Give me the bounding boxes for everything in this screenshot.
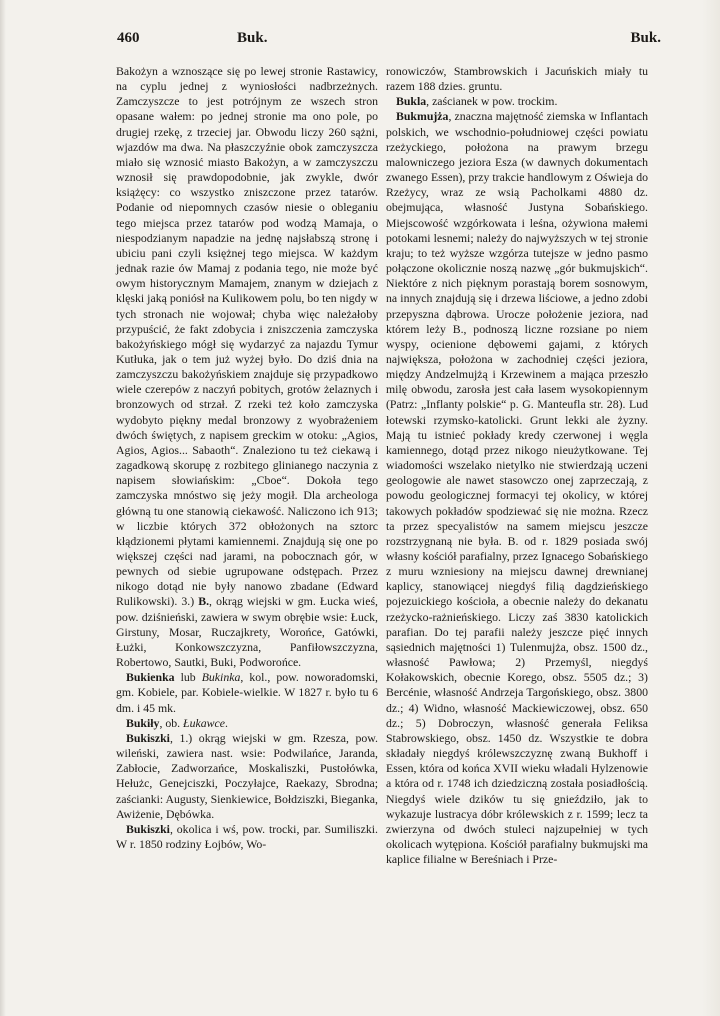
entry-text: Bakożyn a wznoszące się po lewej stronie Rastawicy, na cyplu jednej z wyniosłości nadbrzeżnych. Zamczyszcze to jest potrójnym ze wszech stron opasane wałem: po jednej stronie ma ono pole, po drugiej rzekę, z trzeciej jar. Obwodu liczy 260 sążni, wjazdów ma dwa. Na płaszczyźnie obok zamczyszcza miało się wznosić miasto Bakożyn, a w zamczyszczu wznosił się prawdopodobnie, jak zwykle, dwór książęcy: co wszystko zniszczone przez tatarów. Podanie od niepomnych czasów niesie o obleganiu tego miejsca przez tatarów pod wodzą Mamaja, o niespodzianym napadzie na jednę najsłabszą stronę i ubiciu pani czyli księżnej tego miejsca. W każdym jednak razie ów Mamaj z podania tego, nie może być owym historycznym Mamajem, znanym w dziejach z klęski jaką poniósł na Kulikowem polu, bo ten nigdy w tych stronach nie wojował; chyba więc należałoby przypuścić, że fakt zdobycia i zniszczenia zamczyska bakożyńskiego mógł się wydarzyć za najazdu Tymur Kutłuka, jak o tem już wyżej było. Do dziś dnia na zamczyszczu bakożyńskiem znajduje się przypadkowo wiele czerepów z naczyń pobitych, grotów żelaznych i bronzowych od strzał. Z rzeki też koło zamczyska wydobyto piękny medal bronzowy z wyobrażeniem dwóch świętych, z napisem greckim w otoku: „Agios, Agios, Agios... Sabaoth“. Znaleziono tu też ciekawą i zagadkową skorupę z rozbitego glinianego naczynia z napisem słowiańskim: „Cboe“. Dokoła tego zamczyska mnóstwo się jeży mogił. Dla archeologa główną tu one stanowią ciekawość. Naliczono ich 913; w liczbie których 372 obłożonych na sztorc kłądzionemi płytami kamiennemi. Znajdują się one po większej części nad jarami, na pobocznach gór, w pewnych od siebie ugrupowane odstępach. Przez nikogo dotąd nie były nanowo zbadane (Edward Rulikowski). 3.): [116, 64, 378, 609]
left-column: [116, 64, 378, 852]
headword: Bukienka: [126, 670, 175, 685]
dictionary-entry: [116, 822, 378, 852]
entry-text: , 1.) okrąg wiejski w gm. Rzesza, pow. wileński, zawiera nast. wsie: Podwilańce, Jaranda, Zabłocie, Zadworzańce, Moskaliszki, Pustołówka, Hełużc, Genejciszki, Poczyłajce, Raekazy, Sbrodna; zaścianki: Augusty, Sienkiewice, Bołdziszki, Bieganka, Awiżenie, Dębówka.: [116, 730, 378, 821]
headword: B.: [198, 594, 210, 609]
headword: Bukiszki: [126, 821, 170, 836]
dictionary-entry: [116, 731, 378, 822]
entry-text: .: [224, 715, 228, 730]
headword: Bukla: [396, 94, 427, 109]
right-column: [386, 64, 648, 867]
entry-text: lub: [174, 670, 202, 685]
page-edge-tint: [702, 0, 720, 1016]
italic-reference: Łukawce: [183, 715, 225, 730]
entry-text: , kol., pow. noworadomski, gm. Kobiele, par. Kobiele-wielkie. W 1827 r. było tu 6 dm. i 45 mk.: [116, 670, 378, 715]
right-headword: Buk.: [630, 30, 661, 46]
dictionary-entry: [116, 670, 378, 715]
entry-text: , zaścianek w pow. trockim.: [426, 94, 558, 109]
left-headword: Buk.: [237, 30, 268, 46]
entry-text: , okrąg wiejski w gm. Łucka wieś, pow. dziśnieński, zawiera w swym obrębie wsie: Łuck, Girstuny, Mosar, Ruczajkrety, Worońce, Gatówki, Łużki, Konkowszczyzna, Panfiłowszczyzna, Robertowo, Sautki, Buki, Podworońce.: [116, 594, 378, 670]
dictionary-entry: [386, 94, 648, 109]
page-edge-shadow: [0, 0, 6, 1016]
entry-text: , znaczna majętność ziemska w Inflantach polskich, we wschodnio-południowej części powiatu rzeżyckiego, położona na prawym brzegu malowniczego jeziora Esza (w dawnych dokumentach zwanego Essen), przy trakcie handlowym z Oświeja do Rzeżycy, wraz ze wsią Pacholkami 4880 dz. obejmująca, własność Justyna Sobańskiego. Miejscowość wzgórkowata i leśna, ożywiona małemi potokami lesnemi; należy do najwyższych w tej stronie kraju; to też wyższe wzgórza tutejsze w jedno pasmo połączone okolicznie noszą nazwę „gór bukmujskich“. Niektóre z nich pięknym porastają borem sosnowym, na innych znajdują się i drzewa liściowe, a jedno zdobi przepyszna dąbrowa. Urocze położenie jeziora, nad którem leży B., podnoszą liczne rozsiane po niem wyspy, ocienione dębowemi gajami, z których największa, położona w zachodniej części jeziora, między Andzelmujżą i Krzewinem a mająca przeszło milę obwodu, zarosła jest cała lasem wysokopiennym (Patrz: „Inflanty polskie“ p. G. Manteufla str. 28). Lud łotewski rzymsko-katolicki. Grunt lekki ale żyzny. Mają tu istnieć pokłady kredy czerwonej i węgla kamiennego, dotąd przez nikogo nieużytkowane. Tej wiadomości wszelako nietylko nie stwierdzają uczeni geologowie ale nawet stasowczo onej zaprzeczają, z powodu geologicznej formacyi tej okolicy, w której takowych pokładów spodziewać się nie można. Rzecz ta przez specyalistów na samem miejscu jeszcze rozstrzygnaną nie była. B. od r. 1829 posiada swój własny kościół parafialny, przez Ignacego Sobańskiego z muru wzniesiony na miejscu dawnej drewnianej kaplicy, stanowiącej niegdyś filią dagdzieńskiego pojezuickiego kościoła, a obecnie należy do dekanatu rzeżycko-rażnieńskiego. Liczy zaś 3830 katolickich parafian. Do tej parafii należy jeszcze pięć innych sąsiednich majętności 1) Tulenmujża, obsz. 1500 dz., własność Pawłowa; 2) Przemyśl, niegdyś Kołakowskich, obecnie Korego, obsz. 5505 dz.; 3) Bercénie, własność Andrzeja Targońskiego, obsz. 3800 dz.; 4) Widno, własność Mackiewiczowej, obsz. 650 dz.; 5) Dobroczyn, własność generała Feliksa Stabrowskiego, obsz. 1450 dz. Wszystkie te dobra składały niegdyś królewszczyznę zwaną Bukhoff i Essen, która od końca XVII wieku władali Hylzenowie a która od r. 1748 ich dziedziczną została posiadłością. Niegdyś wiele dzików tu się gnieździło, jak to wykazuje lustracya dóbr królewskich z r. 1599; lecz ta zwierzyna od dwóch stuleci najzupełniej w tych okolicach wytępiona. Kościół parafialny bukmujski ma kaplice filialne w Bereśniach i Prze-: [386, 109, 648, 867]
entry-continuation: [386, 64, 648, 94]
entry-continuation: [116, 64, 378, 670]
dictionary-entry: [386, 109, 648, 867]
running-header: [117, 30, 661, 52]
headword: Bukiły: [126, 715, 160, 730]
headword: Bukiszki: [126, 730, 170, 745]
page-number: 460: [117, 30, 140, 46]
entry-text: , okolica i wś, pow. trocki, par. Sumiliszki. W r. 1850 rodziny Łojbów, Wo-: [116, 821, 378, 851]
entry-text: ronowiczów, Stambrowskich i Jacuńskich miały tu razem 188 dzies. gruntu.: [386, 64, 648, 94]
entry-text: , ob.: [159, 715, 184, 730]
dictionary-entry: [116, 716, 378, 731]
headword: Bukmujża: [396, 109, 449, 124]
italic-reference: Bukinka: [201, 670, 241, 685]
